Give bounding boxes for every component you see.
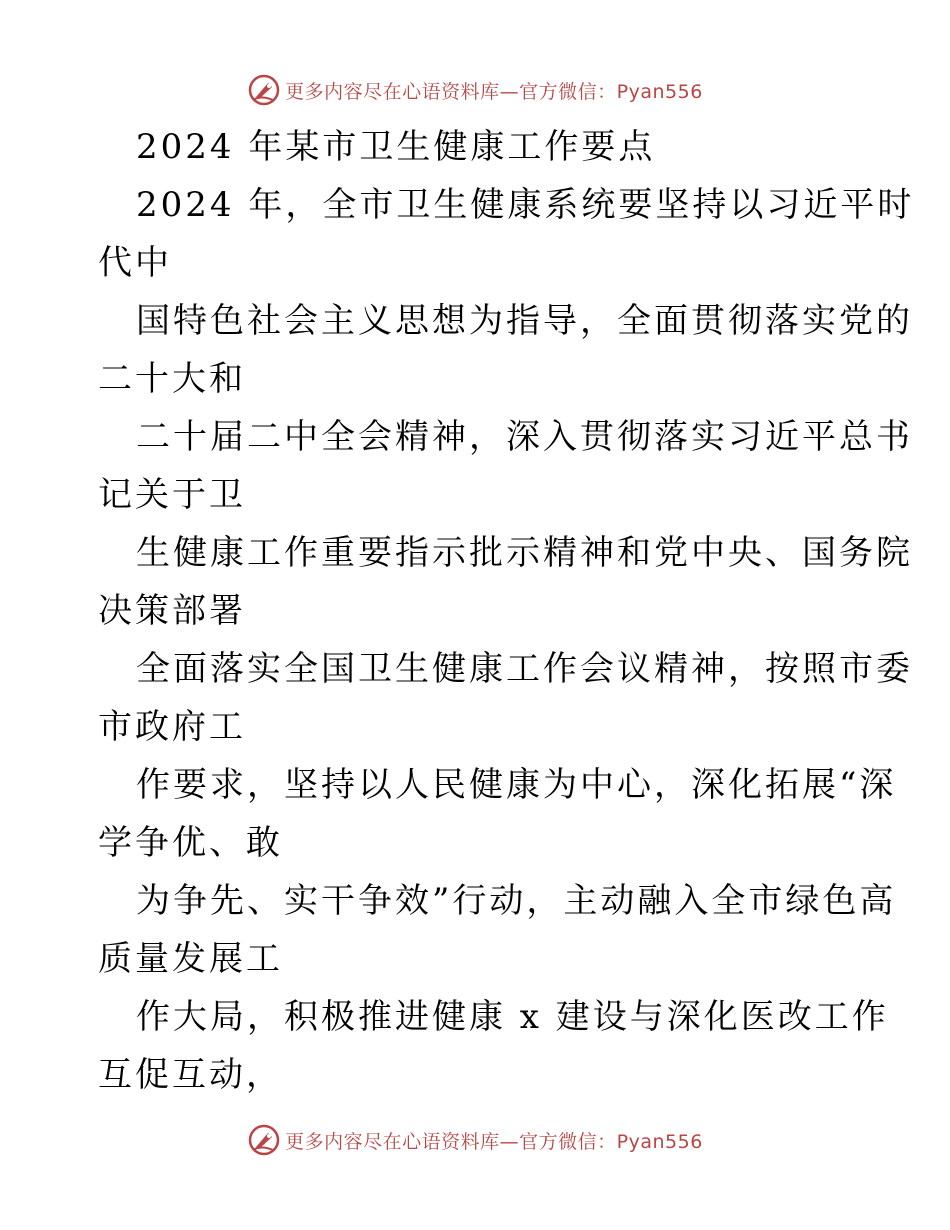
watermark-text: 更多内容尽在心语资料库—官方微信：Pyan556 bbox=[285, 80, 703, 103]
pen-nib-logo-icon bbox=[247, 73, 281, 107]
paragraph-line: 市政府工 bbox=[98, 707, 246, 747]
paragraph-line: 全面落实全国卫生健康工作会议精神，按照市委 bbox=[136, 649, 913, 689]
paragraph-line: 作要求，坚持以人民健康为中心，深化拓展“深 bbox=[136, 765, 897, 805]
paragraph-line: 记关于卫 bbox=[98, 475, 246, 515]
paragraph-line: 二十大和 bbox=[98, 359, 246, 399]
paragraph-line: 生健康工作重要指示批示精神和党中央、国务院 bbox=[136, 533, 913, 573]
paragraph-line: 互促互动， bbox=[98, 1055, 283, 1095]
watermark-text: 更多内容尽在心语资料库—官方微信：Pyan556 bbox=[285, 1130, 703, 1153]
paragraph-line: 国特色社会主义思想为指导，全面贯彻落实党的 bbox=[136, 301, 913, 341]
watermark-header bbox=[0, 70, 950, 110]
paragraph-line: 决策部署 bbox=[98, 591, 246, 631]
document-title: 2024 年某市卫生健康工作要点 bbox=[136, 127, 656, 167]
paragraph-line: 作大局，积极推进健康 x 建设与深化医改工作 bbox=[136, 997, 889, 1037]
paragraph-line: 学争优、敢 bbox=[98, 823, 283, 863]
paragraph-line: 质量发展工 bbox=[98, 939, 283, 979]
document-body bbox=[98, 118, 915, 1104]
paragraph-line: 2024 年，全市卫生健康系统要坚持以习近平时 bbox=[136, 185, 915, 225]
watermark-footer bbox=[0, 1120, 950, 1160]
paragraph-line: 二十届二中全会精神，深入贯彻落实习近平总书 bbox=[136, 417, 913, 457]
paragraph-line: 代中 bbox=[98, 243, 172, 283]
paragraph-line: 为争先、实干争效”行动，主动融入全市绿色高 bbox=[136, 881, 897, 921]
pen-nib-logo-icon bbox=[247, 1123, 281, 1157]
